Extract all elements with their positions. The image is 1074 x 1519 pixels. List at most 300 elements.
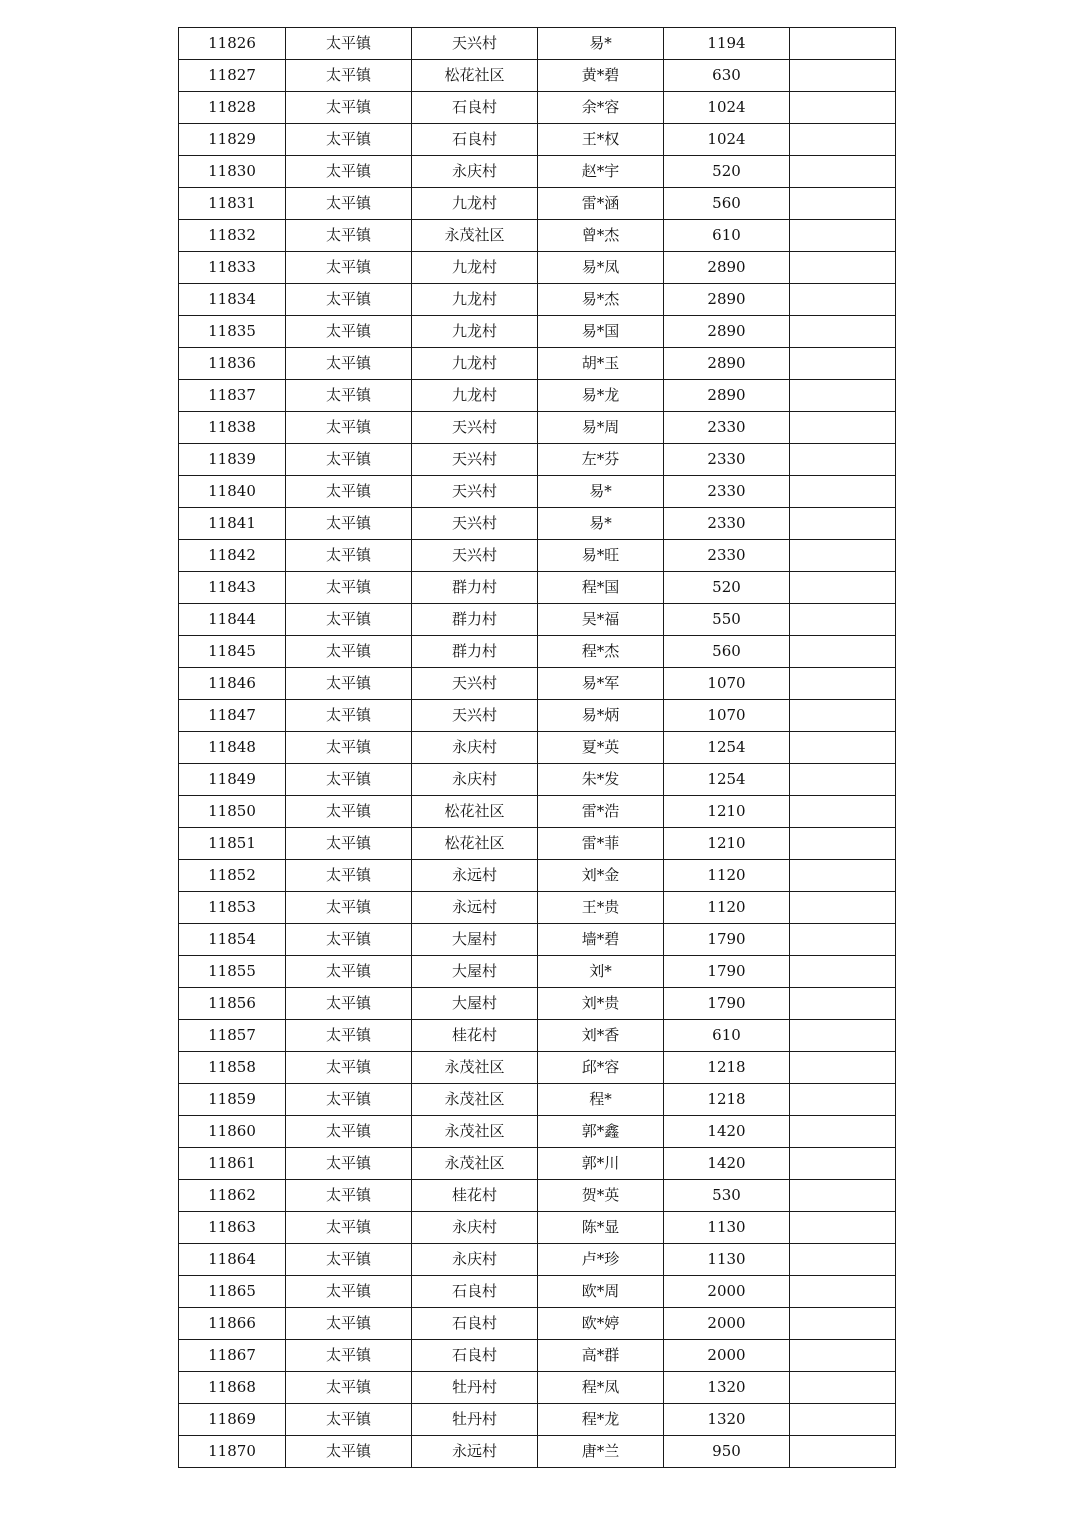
cell-village: 天兴村 bbox=[412, 700, 538, 732]
cell-amount: 1790 bbox=[664, 924, 790, 956]
cell-note bbox=[790, 700, 896, 732]
cell-village: 永茂社区 bbox=[412, 1084, 538, 1116]
table-row bbox=[179, 956, 896, 988]
cell-town: 太平镇 bbox=[286, 764, 412, 796]
cell-village: 永远村 bbox=[412, 860, 538, 892]
cell-note bbox=[790, 1276, 896, 1308]
cell-town: 太平镇 bbox=[286, 156, 412, 188]
cell-town: 太平镇 bbox=[286, 412, 412, 444]
cell-village: 天兴村 bbox=[412, 412, 538, 444]
table-row bbox=[179, 860, 896, 892]
cell-serial-number: 11835 bbox=[179, 316, 286, 348]
cell-village: 石良村 bbox=[412, 1340, 538, 1372]
cell-town: 太平镇 bbox=[286, 1084, 412, 1116]
cell-village: 九龙村 bbox=[412, 316, 538, 348]
cell-town: 太平镇 bbox=[286, 892, 412, 924]
cell-note bbox=[790, 380, 896, 412]
cell-name: 王*权 bbox=[538, 124, 664, 156]
cell-note bbox=[790, 156, 896, 188]
cell-amount: 2890 bbox=[664, 316, 790, 348]
cell-village: 大屋村 bbox=[412, 924, 538, 956]
cell-serial-number: 11849 bbox=[179, 764, 286, 796]
table-row bbox=[179, 1212, 896, 1244]
table-row bbox=[179, 316, 896, 348]
cell-serial-number: 11838 bbox=[179, 412, 286, 444]
cell-note bbox=[790, 572, 896, 604]
table-row bbox=[179, 1308, 896, 1340]
cell-note bbox=[790, 604, 896, 636]
cell-amount: 1070 bbox=[664, 668, 790, 700]
cell-name: 卢*珍 bbox=[538, 1244, 664, 1276]
cell-note bbox=[790, 956, 896, 988]
cell-village: 牡丹村 bbox=[412, 1372, 538, 1404]
cell-amount: 2330 bbox=[664, 412, 790, 444]
cell-amount: 1130 bbox=[664, 1244, 790, 1276]
cell-town: 太平镇 bbox=[286, 444, 412, 476]
table-row bbox=[179, 796, 896, 828]
cell-serial-number: 11846 bbox=[179, 668, 286, 700]
table-row bbox=[179, 732, 896, 764]
cell-serial-number: 11859 bbox=[179, 1084, 286, 1116]
cell-amount: 2000 bbox=[664, 1340, 790, 1372]
cell-serial-number: 11843 bbox=[179, 572, 286, 604]
cell-town: 太平镇 bbox=[286, 956, 412, 988]
table-row bbox=[179, 412, 896, 444]
cell-name: 刘*贵 bbox=[538, 988, 664, 1020]
cell-name: 朱*发 bbox=[538, 764, 664, 796]
cell-village: 九龙村 bbox=[412, 252, 538, 284]
cell-note bbox=[790, 1052, 896, 1084]
cell-name: 余*容 bbox=[538, 92, 664, 124]
cell-amount: 1254 bbox=[664, 732, 790, 764]
table-row bbox=[179, 668, 896, 700]
cell-town: 太平镇 bbox=[286, 1148, 412, 1180]
cell-village: 天兴村 bbox=[412, 668, 538, 700]
cell-note bbox=[790, 1404, 896, 1436]
cell-note bbox=[790, 124, 896, 156]
cell-village: 石良村 bbox=[412, 92, 538, 124]
cell-town: 太平镇 bbox=[286, 1116, 412, 1148]
cell-amount: 1790 bbox=[664, 956, 790, 988]
cell-note bbox=[790, 1020, 896, 1052]
table-row bbox=[179, 1052, 896, 1084]
cell-amount: 1320 bbox=[664, 1404, 790, 1436]
cell-serial-number: 11857 bbox=[179, 1020, 286, 1052]
cell-note bbox=[790, 796, 896, 828]
cell-name: 邱*容 bbox=[538, 1052, 664, 1084]
table-row bbox=[179, 1404, 896, 1436]
cell-name: 程*国 bbox=[538, 572, 664, 604]
cell-serial-number: 11845 bbox=[179, 636, 286, 668]
cell-amount: 2000 bbox=[664, 1276, 790, 1308]
table-row bbox=[179, 220, 896, 252]
cell-amount: 2330 bbox=[664, 476, 790, 508]
cell-name: 王*贵 bbox=[538, 892, 664, 924]
cell-village: 永茂社区 bbox=[412, 220, 538, 252]
cell-amount: 1420 bbox=[664, 1148, 790, 1180]
cell-serial-number: 11830 bbox=[179, 156, 286, 188]
table-row bbox=[179, 700, 896, 732]
cell-name: 易* bbox=[538, 28, 664, 60]
cell-village: 群力村 bbox=[412, 604, 538, 636]
cell-town: 太平镇 bbox=[286, 476, 412, 508]
table-row bbox=[179, 28, 896, 60]
cell-serial-number: 11836 bbox=[179, 348, 286, 380]
cell-village: 大屋村 bbox=[412, 956, 538, 988]
cell-serial-number: 11841 bbox=[179, 508, 286, 540]
cell-name: 夏*英 bbox=[538, 732, 664, 764]
cell-name: 易* bbox=[538, 476, 664, 508]
cell-note bbox=[790, 1212, 896, 1244]
cell-village: 桂花村 bbox=[412, 1180, 538, 1212]
cell-town: 太平镇 bbox=[286, 284, 412, 316]
cell-serial-number: 11829 bbox=[179, 124, 286, 156]
cell-town: 太平镇 bbox=[286, 28, 412, 60]
cell-name: 易*军 bbox=[538, 668, 664, 700]
cell-town: 太平镇 bbox=[286, 796, 412, 828]
cell-serial-number: 11850 bbox=[179, 796, 286, 828]
cell-serial-number: 11866 bbox=[179, 1308, 286, 1340]
cell-town: 太平镇 bbox=[286, 636, 412, 668]
cell-town: 太平镇 bbox=[286, 60, 412, 92]
cell-amount: 560 bbox=[664, 636, 790, 668]
cell-note bbox=[790, 540, 896, 572]
cell-village: 天兴村 bbox=[412, 540, 538, 572]
table-row bbox=[179, 1180, 896, 1212]
cell-amount: 1070 bbox=[664, 700, 790, 732]
cell-amount: 530 bbox=[664, 1180, 790, 1212]
cell-serial-number: 11861 bbox=[179, 1148, 286, 1180]
table-row bbox=[179, 444, 896, 476]
cell-name: 陈*显 bbox=[538, 1212, 664, 1244]
cell-village: 永庆村 bbox=[412, 1212, 538, 1244]
cell-village: 永远村 bbox=[412, 1436, 538, 1468]
cell-note bbox=[790, 764, 896, 796]
cell-village: 天兴村 bbox=[412, 508, 538, 540]
table-row bbox=[179, 1372, 896, 1404]
cell-town: 太平镇 bbox=[286, 828, 412, 860]
cell-amount: 560 bbox=[664, 188, 790, 220]
cell-town: 太平镇 bbox=[286, 924, 412, 956]
cell-name: 易*凤 bbox=[538, 252, 664, 284]
cell-village: 永庆村 bbox=[412, 764, 538, 796]
cell-amount: 1218 bbox=[664, 1084, 790, 1116]
cell-note bbox=[790, 1116, 896, 1148]
cell-amount: 610 bbox=[664, 1020, 790, 1052]
cell-note bbox=[790, 92, 896, 124]
cell-town: 太平镇 bbox=[286, 860, 412, 892]
cell-name: 贺*英 bbox=[538, 1180, 664, 1212]
cell-amount: 1254 bbox=[664, 764, 790, 796]
cell-village: 桂花村 bbox=[412, 1020, 538, 1052]
cell-name: 黄*碧 bbox=[538, 60, 664, 92]
cell-amount: 2330 bbox=[664, 444, 790, 476]
table-row bbox=[179, 988, 896, 1020]
table-row bbox=[179, 1084, 896, 1116]
cell-serial-number: 11848 bbox=[179, 732, 286, 764]
table-row bbox=[179, 892, 896, 924]
cell-town: 太平镇 bbox=[286, 540, 412, 572]
cell-serial-number: 11832 bbox=[179, 220, 286, 252]
cell-serial-number: 11828 bbox=[179, 92, 286, 124]
cell-village: 九龙村 bbox=[412, 284, 538, 316]
cell-note bbox=[790, 1340, 896, 1372]
cell-name: 欧*周 bbox=[538, 1276, 664, 1308]
cell-village: 永茂社区 bbox=[412, 1052, 538, 1084]
cell-town: 太平镇 bbox=[286, 1020, 412, 1052]
cell-name: 程*凤 bbox=[538, 1372, 664, 1404]
table-row bbox=[179, 348, 896, 380]
cell-amount: 1790 bbox=[664, 988, 790, 1020]
cell-village: 永庆村 bbox=[412, 156, 538, 188]
table-row bbox=[179, 540, 896, 572]
cell-serial-number: 11867 bbox=[179, 1340, 286, 1372]
cell-town: 太平镇 bbox=[286, 732, 412, 764]
cell-amount: 1024 bbox=[664, 92, 790, 124]
cell-village: 石良村 bbox=[412, 124, 538, 156]
cell-note bbox=[790, 508, 896, 540]
cell-serial-number: 11856 bbox=[179, 988, 286, 1020]
table-row bbox=[179, 380, 896, 412]
cell-village: 永庆村 bbox=[412, 1244, 538, 1276]
cell-note bbox=[790, 860, 896, 892]
cell-serial-number: 11834 bbox=[179, 284, 286, 316]
table-row bbox=[179, 604, 896, 636]
cell-amount: 630 bbox=[664, 60, 790, 92]
cell-village: 松花社区 bbox=[412, 828, 538, 860]
cell-serial-number: 11831 bbox=[179, 188, 286, 220]
cell-town: 太平镇 bbox=[286, 1404, 412, 1436]
cell-note bbox=[790, 348, 896, 380]
cell-serial-number: 11851 bbox=[179, 828, 286, 860]
cell-village: 大屋村 bbox=[412, 988, 538, 1020]
cell-serial-number: 11858 bbox=[179, 1052, 286, 1084]
cell-note bbox=[790, 220, 896, 252]
cell-town: 太平镇 bbox=[286, 1212, 412, 1244]
table-row bbox=[179, 188, 896, 220]
cell-town: 太平镇 bbox=[286, 252, 412, 284]
cell-name: 左*芬 bbox=[538, 444, 664, 476]
cell-note bbox=[790, 732, 896, 764]
cell-amount: 520 bbox=[664, 156, 790, 188]
cell-town: 太平镇 bbox=[286, 700, 412, 732]
cell-name: 程* bbox=[538, 1084, 664, 1116]
cell-name: 唐*兰 bbox=[538, 1436, 664, 1468]
cell-village: 永远村 bbox=[412, 892, 538, 924]
cell-name: 易*杰 bbox=[538, 284, 664, 316]
cell-note bbox=[790, 1180, 896, 1212]
cell-town: 太平镇 bbox=[286, 1276, 412, 1308]
cell-town: 太平镇 bbox=[286, 668, 412, 700]
cell-name: 胡*玉 bbox=[538, 348, 664, 380]
cell-village: 天兴村 bbox=[412, 476, 538, 508]
cell-serial-number: 11870 bbox=[179, 1436, 286, 1468]
cell-name: 郭*鑫 bbox=[538, 1116, 664, 1148]
cell-name: 程*杰 bbox=[538, 636, 664, 668]
cell-note bbox=[790, 636, 896, 668]
subsidy-table bbox=[178, 27, 896, 1468]
cell-village: 牡丹村 bbox=[412, 1404, 538, 1436]
table-row bbox=[179, 156, 896, 188]
table-row bbox=[179, 1276, 896, 1308]
cell-serial-number: 11869 bbox=[179, 1404, 286, 1436]
table-row bbox=[179, 764, 896, 796]
cell-note bbox=[790, 828, 896, 860]
cell-amount: 1130 bbox=[664, 1212, 790, 1244]
table-row bbox=[179, 1020, 896, 1052]
cell-amount: 520 bbox=[664, 572, 790, 604]
cell-serial-number: 11855 bbox=[179, 956, 286, 988]
cell-name: 易* bbox=[538, 508, 664, 540]
cell-amount: 610 bbox=[664, 220, 790, 252]
cell-name: 易*龙 bbox=[538, 380, 664, 412]
cell-note bbox=[790, 316, 896, 348]
cell-serial-number: 11865 bbox=[179, 1276, 286, 1308]
table-row bbox=[179, 252, 896, 284]
cell-serial-number: 11864 bbox=[179, 1244, 286, 1276]
table-row bbox=[179, 1340, 896, 1372]
cell-town: 太平镇 bbox=[286, 1052, 412, 1084]
cell-amount: 2890 bbox=[664, 348, 790, 380]
cell-name: 赵*宇 bbox=[538, 156, 664, 188]
cell-serial-number: 11833 bbox=[179, 252, 286, 284]
cell-serial-number: 11839 bbox=[179, 444, 286, 476]
cell-serial-number: 11863 bbox=[179, 1212, 286, 1244]
cell-note bbox=[790, 1372, 896, 1404]
cell-amount: 1120 bbox=[664, 892, 790, 924]
cell-note bbox=[790, 476, 896, 508]
cell-amount: 2330 bbox=[664, 540, 790, 572]
cell-town: 太平镇 bbox=[286, 1372, 412, 1404]
cell-note bbox=[790, 284, 896, 316]
cell-serial-number: 11860 bbox=[179, 1116, 286, 1148]
cell-serial-number: 11853 bbox=[179, 892, 286, 924]
cell-amount: 1420 bbox=[664, 1116, 790, 1148]
cell-village: 松花社区 bbox=[412, 796, 538, 828]
cell-amount: 550 bbox=[664, 604, 790, 636]
cell-town: 太平镇 bbox=[286, 508, 412, 540]
cell-town: 太平镇 bbox=[286, 1436, 412, 1468]
cell-town: 太平镇 bbox=[286, 92, 412, 124]
cell-note bbox=[790, 892, 896, 924]
cell-name: 高*群 bbox=[538, 1340, 664, 1372]
cell-note bbox=[790, 1308, 896, 1340]
cell-amount: 1218 bbox=[664, 1052, 790, 1084]
cell-amount: 1210 bbox=[664, 796, 790, 828]
cell-name: 刘*香 bbox=[538, 1020, 664, 1052]
cell-note bbox=[790, 252, 896, 284]
cell-town: 太平镇 bbox=[286, 1340, 412, 1372]
table-row bbox=[179, 1436, 896, 1468]
table-row bbox=[179, 1116, 896, 1148]
cell-note bbox=[790, 1244, 896, 1276]
cell-village: 天兴村 bbox=[412, 28, 538, 60]
cell-village: 石良村 bbox=[412, 1276, 538, 1308]
table-body bbox=[179, 28, 896, 1468]
cell-name: 易*周 bbox=[538, 412, 664, 444]
cell-village: 九龙村 bbox=[412, 380, 538, 412]
cell-amount: 1210 bbox=[664, 828, 790, 860]
cell-town: 太平镇 bbox=[286, 572, 412, 604]
cell-village: 永茂社区 bbox=[412, 1148, 538, 1180]
cell-name: 易*国 bbox=[538, 316, 664, 348]
table-row bbox=[179, 476, 896, 508]
cell-amount: 2890 bbox=[664, 284, 790, 316]
cell-town: 太平镇 bbox=[286, 1180, 412, 1212]
table-row bbox=[179, 60, 896, 92]
cell-village: 天兴村 bbox=[412, 444, 538, 476]
cell-name: 欧*婷 bbox=[538, 1308, 664, 1340]
cell-town: 太平镇 bbox=[286, 380, 412, 412]
cell-town: 太平镇 bbox=[286, 1308, 412, 1340]
cell-note bbox=[790, 924, 896, 956]
cell-serial-number: 11847 bbox=[179, 700, 286, 732]
cell-name: 刘* bbox=[538, 956, 664, 988]
cell-name: 郭*川 bbox=[538, 1148, 664, 1180]
table-row bbox=[179, 572, 896, 604]
cell-serial-number: 11827 bbox=[179, 60, 286, 92]
cell-village: 群力村 bbox=[412, 572, 538, 604]
table-row bbox=[179, 828, 896, 860]
cell-amount: 1194 bbox=[664, 28, 790, 60]
cell-amount: 2890 bbox=[664, 252, 790, 284]
table-row bbox=[179, 1148, 896, 1180]
cell-name: 刘*金 bbox=[538, 860, 664, 892]
cell-town: 太平镇 bbox=[286, 220, 412, 252]
cell-village: 松花社区 bbox=[412, 60, 538, 92]
cell-serial-number: 11844 bbox=[179, 604, 286, 636]
cell-town: 太平镇 bbox=[286, 124, 412, 156]
cell-town: 太平镇 bbox=[286, 1244, 412, 1276]
cell-town: 太平镇 bbox=[286, 988, 412, 1020]
cell-town: 太平镇 bbox=[286, 188, 412, 220]
cell-name: 程*龙 bbox=[538, 1404, 664, 1436]
cell-note bbox=[790, 412, 896, 444]
cell-name: 易*炳 bbox=[538, 700, 664, 732]
cell-note bbox=[790, 188, 896, 220]
cell-town: 太平镇 bbox=[286, 604, 412, 636]
cell-village: 永茂社区 bbox=[412, 1116, 538, 1148]
cell-name: 曾*杰 bbox=[538, 220, 664, 252]
table-row bbox=[179, 284, 896, 316]
table-row bbox=[179, 636, 896, 668]
cell-note bbox=[790, 60, 896, 92]
cell-name: 墙*碧 bbox=[538, 924, 664, 956]
cell-amount: 2890 bbox=[664, 380, 790, 412]
cell-village: 九龙村 bbox=[412, 348, 538, 380]
cell-note bbox=[790, 1084, 896, 1116]
cell-village: 石良村 bbox=[412, 1308, 538, 1340]
cell-note bbox=[790, 1148, 896, 1180]
cell-note bbox=[790, 28, 896, 60]
table-row bbox=[179, 1244, 896, 1276]
cell-amount: 950 bbox=[664, 1436, 790, 1468]
cell-serial-number: 11837 bbox=[179, 380, 286, 412]
table-row bbox=[179, 508, 896, 540]
cell-name: 易*旺 bbox=[538, 540, 664, 572]
cell-serial-number: 11852 bbox=[179, 860, 286, 892]
cell-town: 太平镇 bbox=[286, 316, 412, 348]
cell-note bbox=[790, 668, 896, 700]
cell-amount: 1320 bbox=[664, 1372, 790, 1404]
cell-amount: 2000 bbox=[664, 1308, 790, 1340]
cell-serial-number: 11842 bbox=[179, 540, 286, 572]
cell-serial-number: 11854 bbox=[179, 924, 286, 956]
cell-name: 吴*福 bbox=[538, 604, 664, 636]
cell-serial-number: 11840 bbox=[179, 476, 286, 508]
cell-serial-number: 11862 bbox=[179, 1180, 286, 1212]
table-row bbox=[179, 924, 896, 956]
